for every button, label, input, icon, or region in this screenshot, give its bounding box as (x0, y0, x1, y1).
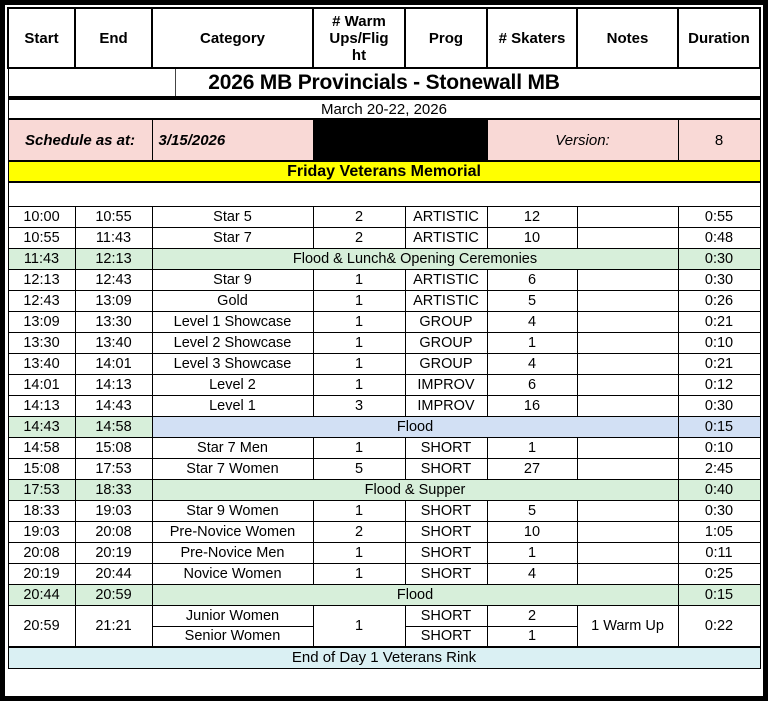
cell-skaters: 6 (487, 374, 577, 395)
cell-prog: SHORT (405, 626, 487, 647)
cell-start: 19:03 (8, 521, 75, 542)
cell-skaters: 10 (487, 521, 577, 542)
cell-duration: 2:45 (678, 458, 760, 479)
cell-category: Star 7 (152, 227, 313, 248)
cell-duration: 0:11 (678, 542, 760, 563)
schedule-row (8, 563, 760, 584)
cell-prog: ARTISTIC (405, 227, 487, 248)
cell-category: Pre-Novice Men (152, 542, 313, 563)
cell-end: 21:21 (75, 605, 152, 647)
cell-warmups: 2 (313, 227, 405, 248)
cell-warmups: 3 (313, 395, 405, 416)
cell-skaters: 1 (487, 626, 577, 647)
schedule-row (8, 206, 760, 227)
cell-duration: 0:10 (678, 332, 760, 353)
page-title-text: 2026 MB Provincials - Stonewall MB (208, 70, 560, 94)
cell-duration: 0:12 (678, 374, 760, 395)
col-header-end: End (75, 8, 152, 68)
cell-start: 18:33 (8, 500, 75, 521)
cell-end: 20:08 (75, 521, 152, 542)
cell-warmups: 1 (313, 374, 405, 395)
cell-skaters: 4 (487, 311, 577, 332)
cell-skaters: 5 (487, 500, 577, 521)
cell-end: 14:13 (75, 374, 152, 395)
schedule-row (8, 353, 760, 374)
schedule-row (8, 332, 760, 353)
cell-end: 17:53 (75, 458, 152, 479)
cell-boundary-line (175, 69, 176, 96)
cell-notes (577, 353, 678, 374)
cell-end: 11:43 (75, 227, 152, 248)
break-label: Flood & Supper (152, 479, 678, 500)
cell-prog: GROUP (405, 332, 487, 353)
day-end-banner: End of Day 1 Veterans Rink (8, 647, 760, 668)
schedule-table (7, 7, 761, 669)
cell-category: Star 9 (152, 269, 313, 290)
split-row-top (8, 605, 760, 626)
cell-end: 14:01 (75, 353, 152, 374)
cell-start: 20:59 (8, 605, 75, 647)
cell-start: 15:08 (8, 458, 75, 479)
cell-end: 19:03 (75, 500, 152, 521)
break-label: Flood & Lunch& Opening Ceremonies (152, 248, 678, 269)
cell-warmups: 1 (313, 605, 405, 647)
cell-prog: SHORT (405, 605, 487, 626)
cell-category: Star 7 Men (152, 437, 313, 458)
cell-start: 20:19 (8, 563, 75, 584)
cell-warmups: 2 (313, 206, 405, 227)
cell-category: Senior Women (152, 626, 313, 647)
cell-duration: 0:15 (678, 584, 760, 605)
cell-start: 12:43 (8, 290, 75, 311)
cell-start: 12:13 (8, 269, 75, 290)
schedule-row (8, 500, 760, 521)
cell-notes (577, 563, 678, 584)
cell-notes (577, 332, 678, 353)
cell-end: 18:33 (75, 479, 152, 500)
schedule-as-at-label: Schedule as at: (8, 119, 152, 161)
cell-prog: IMPROV (405, 374, 487, 395)
schedule-row (8, 521, 760, 542)
cell-start: 13:09 (8, 311, 75, 332)
schedule-row (8, 269, 760, 290)
cell-start: 10:55 (8, 227, 75, 248)
cell-warmups: 1 (313, 563, 405, 584)
cell-notes (577, 374, 678, 395)
cell-prog: SHORT (405, 542, 487, 563)
cell-duration: 1:05 (678, 521, 760, 542)
cell-duration: 0:30 (678, 500, 760, 521)
break-label: Flood (152, 416, 678, 437)
cell-notes (577, 269, 678, 290)
cell-start: 14:01 (8, 374, 75, 395)
cell-skaters: 10 (487, 227, 577, 248)
cell-category: Star 7 Women (152, 458, 313, 479)
cell-start: 13:30 (8, 332, 75, 353)
cell-prog: SHORT (405, 563, 487, 584)
cell-warmups: 1 (313, 269, 405, 290)
cell-start: 10:00 (8, 206, 75, 227)
cell-warmups: 1 (313, 500, 405, 521)
cell-end: 12:13 (75, 248, 152, 269)
cell-skaters: 2 (487, 605, 577, 626)
col-header-notes: Notes (577, 8, 678, 68)
cell-end: 14:43 (75, 395, 152, 416)
spacer-row (8, 182, 760, 206)
cell-start: 20:08 (8, 542, 75, 563)
cell-skaters: 1 (487, 332, 577, 353)
cell-skaters: 4 (487, 353, 577, 374)
schedule-row (8, 437, 760, 458)
cell-skaters: 27 (487, 458, 577, 479)
cell-prog: GROUP (405, 311, 487, 332)
cell-category: Level 1 (152, 395, 313, 416)
cell-notes (577, 206, 678, 227)
cell-warmups: 5 (313, 458, 405, 479)
cell-end: 15:08 (75, 437, 152, 458)
cell-category: Star 5 (152, 206, 313, 227)
cell-start: 14:58 (8, 437, 75, 458)
cell-category: Level 2 Showcase (152, 332, 313, 353)
cell-skaters: 12 (487, 206, 577, 227)
cell-duration: 0:10 (678, 437, 760, 458)
cell-start: 13:40 (8, 353, 75, 374)
rink-banner: Friday Veterans Memorial (8, 161, 760, 182)
cell-skaters: 4 (487, 563, 577, 584)
cell-warmups: 1 (313, 311, 405, 332)
cell-duration: 0:25 (678, 563, 760, 584)
cell-prog: ARTISTIC (405, 290, 487, 311)
cell-duration: 0:15 (678, 416, 760, 437)
cell-end: 13:40 (75, 332, 152, 353)
break-label: Flood (152, 584, 678, 605)
col-header-warmups: # Warm Ups/Flight (313, 8, 405, 68)
cell-duration: 0:26 (678, 290, 760, 311)
schedule-row (8, 542, 760, 563)
event-date-range: March 20-22, 2026 (8, 98, 760, 119)
cell-start: 11:43 (8, 248, 75, 269)
schedule-date-value: 3/15/2026 (152, 119, 313, 161)
cell-prog: ARTISTIC (405, 269, 487, 290)
cell-prog: SHORT (405, 458, 487, 479)
break-row (8, 248, 760, 269)
cell-warmups: 1 (313, 290, 405, 311)
cell-skaters: 1 (487, 437, 577, 458)
col-header-duration: Duration (678, 8, 760, 68)
cell-end: 14:58 (75, 416, 152, 437)
cell-category: Junior Women (152, 605, 313, 626)
cell-warmups: 1 (313, 332, 405, 353)
cell-skaters: 1 (487, 542, 577, 563)
cell-duration: 0:21 (678, 311, 760, 332)
schedule-row (8, 311, 760, 332)
cell-warmups: 1 (313, 542, 405, 563)
cell-prog: ARTISTIC (405, 206, 487, 227)
version-label: Version: (487, 119, 678, 161)
schedule-row (8, 395, 760, 416)
cell-duration: 0:48 (678, 227, 760, 248)
break-row (8, 479, 760, 500)
col-header-prog: Prog (405, 8, 487, 68)
break-row (8, 584, 760, 605)
cell-start: 20:44 (8, 584, 75, 605)
cell-prog: GROUP (405, 353, 487, 374)
cell-notes (577, 458, 678, 479)
cell-skaters: 16 (487, 395, 577, 416)
cell-end: 12:43 (75, 269, 152, 290)
cell-duration: 0:30 (678, 395, 760, 416)
cell-start: 14:13 (8, 395, 75, 416)
cell-notes (577, 521, 678, 542)
cell-notes: 1 Warm Up (577, 605, 678, 647)
cell-category: Pre-Novice Women (152, 521, 313, 542)
cell-skaters: 5 (487, 290, 577, 311)
cell-start: 14:43 (8, 416, 75, 437)
schedule-row (8, 290, 760, 311)
cell-warmups: 1 (313, 437, 405, 458)
cell-notes (577, 227, 678, 248)
page-title (8, 68, 760, 98)
cell-end: 20:59 (75, 584, 152, 605)
schedule-row (8, 374, 760, 395)
col-header-start: Start (8, 8, 75, 68)
cell-prog: IMPROV (405, 395, 487, 416)
col-header-skaters: # Skaters (487, 8, 577, 68)
cell-prog: SHORT (405, 437, 487, 458)
cell-duration: 0:40 (678, 479, 760, 500)
cell-duration: 0:30 (678, 248, 760, 269)
cell-category: Gold (152, 290, 313, 311)
cell-end: 13:30 (75, 311, 152, 332)
cell-prog: SHORT (405, 500, 487, 521)
cell-duration: 0:30 (678, 269, 760, 290)
cell-warmups: 1 (313, 353, 405, 374)
cell-end: 20:19 (75, 542, 152, 563)
schedule-row (8, 227, 760, 248)
cell-notes (577, 395, 678, 416)
cell-skaters: 6 (487, 269, 577, 290)
cell-end: 13:09 (75, 290, 152, 311)
cell-duration: 0:22 (678, 605, 760, 647)
break-row (8, 416, 760, 437)
col-header-category: Category (152, 8, 313, 68)
schedule-row (8, 458, 760, 479)
cell-warmups: 2 (313, 521, 405, 542)
cell-category: Star 9 Women (152, 500, 313, 521)
cell-prog: SHORT (405, 521, 487, 542)
cell-category: Level 1 Showcase (152, 311, 313, 332)
cell-notes (577, 437, 678, 458)
cell-duration: 0:55 (678, 206, 760, 227)
cell-start: 17:53 (8, 479, 75, 500)
cell-notes (577, 500, 678, 521)
cell-category: Level 3 Showcase (152, 353, 313, 374)
version-value: 8 (678, 119, 760, 161)
cell-notes (577, 290, 678, 311)
cell-category: Level 2 (152, 374, 313, 395)
cell-notes (577, 542, 678, 563)
redacted-box (313, 119, 487, 161)
cell-notes (577, 311, 678, 332)
cell-end: 20:44 (75, 563, 152, 584)
cell-duration: 0:21 (678, 353, 760, 374)
column-header-row (8, 8, 760, 68)
cell-end: 10:55 (75, 206, 152, 227)
cell-category: Novice Women (152, 563, 313, 584)
